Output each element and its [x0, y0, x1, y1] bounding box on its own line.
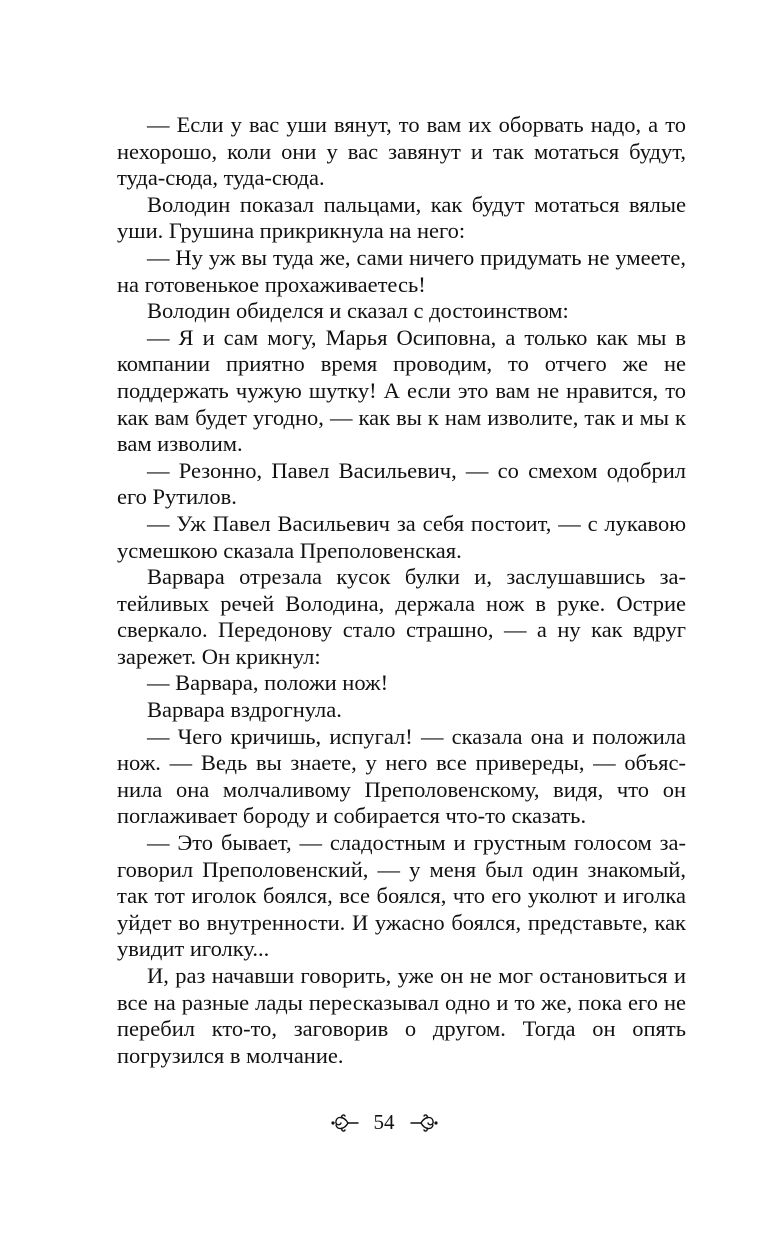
paragraph-12: — Это бывает, — сладостным и грустным голосом заговорил Преполовенский, — у меня был один знакомый, так тот иголок боялся, все боялся, что его уколют и иголка уйдет во внутренности. И ужасно боялся, представьте, как увидит иголку...: [117, 830, 686, 962]
book-page-text: [117, 112, 686, 1069]
paragraph-13: И, раз начавши говорить, уже он не мог остановиться и все на разные лады пересказывал одно и то же, пока его не перебил кто-то, заговорив о другом. Тогда он опять погрузился в молчание.: [117, 963, 686, 1068]
paragraph-6: — Резонно, Павел Васильевич, — со смехом одобрил его Рутилов.: [117, 457, 686, 510]
paragraph-10: Варвара вздрогнула.: [147, 697, 342, 723]
page-footer: [0, 1110, 768, 1135]
paragraph-8: Варвара отрезала кусок булки и, заслушавшись затейливых речей Володина, держала нож в руке. Острие сверкало. Передонову стало страшно, — а ну как вдруг зарежет. Он крикнул:: [117, 564, 686, 669]
paragraph-11: — Чего кричишь, испугал! — сказала она и положила нож. — Ведь вы знаете, у него все привереды, — объяснила она молчаливому Преполовенскому, видя, что он поглаживает бороду и собирается что-то сказать.: [117, 723, 686, 829]
floral-ornament-icon: [330, 1112, 360, 1134]
paragraph-4: Володин обиделся и сказал с достоинством:: [147, 298, 569, 324]
paragraph-2: Володин показал пальцами, как будут мотаться вялые уши. Грушина прикрикнула на него:: [117, 191, 686, 244]
paragraph-1: — Если у вас уши вянут, то вам их оборвать надо, а то нехорошо, коли они у вас завянут и так мотаться будут, туда-сюда, туда-сюда.: [117, 112, 686, 191]
paragraph-7: — Уж Павел Васильевич за себя постоит, — с лукавою усмешкою сказала Преполовенская.: [117, 510, 686, 563]
paragraph-3: — Ну уж вы туда же, сами ничего придумать не умеете, на готовенькое прохаживаетесь!: [117, 244, 686, 297]
paragraph-5: — Я и сам могу, Марья Осиповна, а только как мы в компании приятно время проводим, то отчего же не поддержать чужую шутку! А если это вам не нравится, то как вам будет угодно, — как вы к нам изволите, так и мы к вам изволим.: [117, 324, 686, 457]
page-number: 54: [373, 1110, 395, 1134]
paragraph-9: — Варвара, положи нож!: [147, 670, 389, 696]
floral-ornament-icon: [409, 1112, 439, 1134]
